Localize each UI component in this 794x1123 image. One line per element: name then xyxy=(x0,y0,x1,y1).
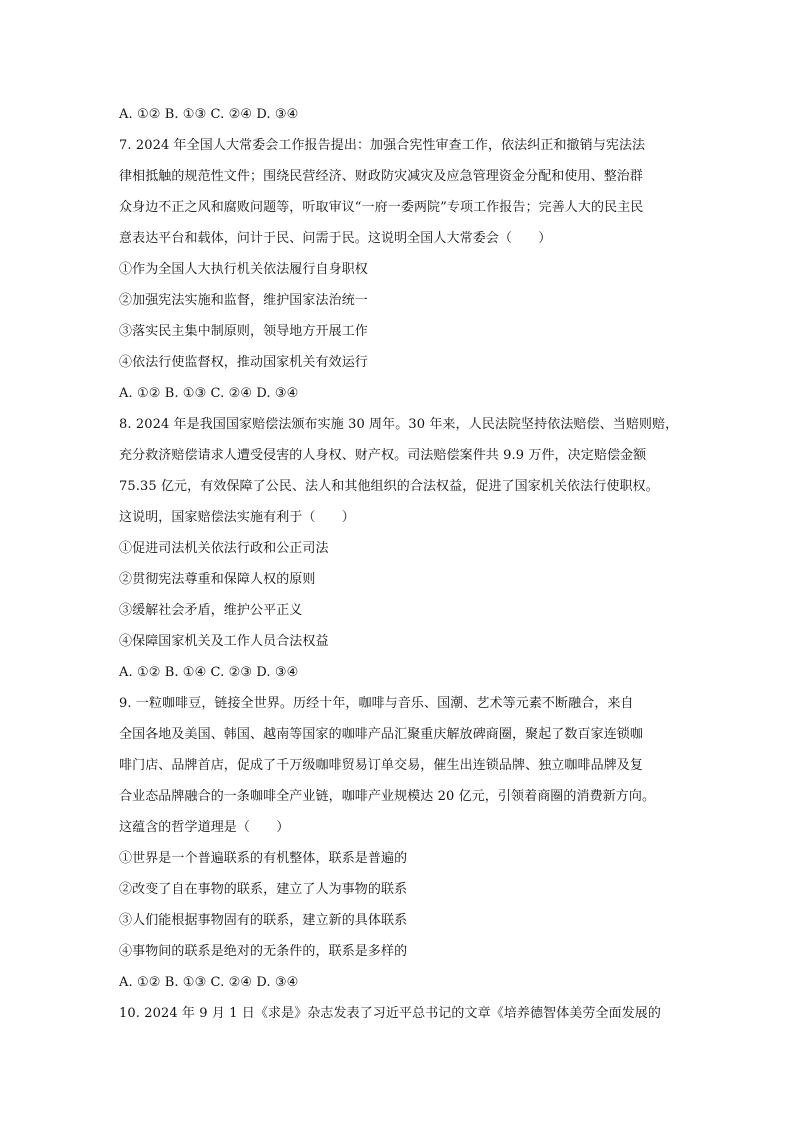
question-8-stem-line-3: 75.35 亿元，有效保障了公民、法人和其他组织的合法权益，促进了国家机关依法行使职权。 xyxy=(119,479,659,494)
question-7-stem-line-1: 7. 2024 年全国人大常委会工作报告提出：加强合宪性审查工作，依法纠正和撤销与宪法法 xyxy=(119,138,646,153)
question-9 xyxy=(119,688,689,998)
question-9-option-2: ②改变了自在事物的联系，建立了人为事物的联系 xyxy=(119,882,408,897)
question-9-option-1: ①世界是一个普遍联系的有机整体，联系是普遍的 xyxy=(119,851,408,866)
question-10-stem-line-1: 10. 2024 年 9 月 1 日《求是》杂志发表了习近平总书记的文章《培养德智体美劳全面发展的 xyxy=(119,1006,661,1021)
answer-choices-q8: A. ①② B. ①④ C. ②③ D. ③④ xyxy=(119,665,299,680)
question-8-stem-line-1: 8. 2024 年是我国国家赔偿法颁布实施 30 周年。30 年来，人民法院坚持依法赔偿、当赔则赔， xyxy=(119,417,679,432)
question-8-option-3: ③缓解社会矛盾，维护公平正义 xyxy=(119,603,303,618)
question-7-option-4: ④依法行使监督权，推动国家机关有效运行 xyxy=(119,355,368,370)
question-9-stem-line-1: 9. 一粒咖啡豆，链接全世界。历经十年，咖啡与音乐、国潮、艺术等元素不断融合，来自 xyxy=(119,696,634,711)
question-8 xyxy=(119,409,689,688)
question-10 xyxy=(119,998,689,1029)
document-page xyxy=(119,99,689,1029)
question-7-option-2: ②加强宪法实施和监督，维护国家法治统一 xyxy=(119,293,368,308)
question-8-option-4: ④保障国家机关及工作人员合法权益 xyxy=(119,634,329,649)
question-8-stem-line-4: 这说明，国家赔偿法实施有利于（ ） xyxy=(119,510,355,525)
answer-choices-q6: A. ①② B. ①③ C. ②④ D. ③④ xyxy=(119,107,299,122)
question-7-stem-line-3: 众身边不正之风和腐败问题等，听取审议“一府一委两院”专项工作报告；完善人大的民主民 xyxy=(119,200,644,215)
question-8-option-2: ②贯彻宪法尊重和保障人权的原则 xyxy=(119,572,316,587)
question-7-stem-line-4: 意表达平台和载体，问计于民、问需于民。这说明全国人大常委会（ ） xyxy=(119,231,552,246)
question-7-stem-line-2: 律相抵触的规范性文件；围绕民营经济、财政防灾减灾及应急管理资金分配和使用、整治群 xyxy=(119,169,644,184)
answer-choices-q7: A. ①② B. ①③ C. ②④ D. ③④ xyxy=(119,386,299,401)
answer-choices-q9: A. ①② B. ①③ C. ②④ D. ③④ xyxy=(119,975,299,990)
question-7-option-3: ③落实民主集中制原则，领导地方开展工作 xyxy=(119,324,368,339)
question-9-option-4: ④事物间的联系是绝对的无条件的，联系是多样的 xyxy=(119,944,408,959)
question-8-stem-line-2: 充分救济赔偿请求人遭受侵害的人身权、财产权。司法赔偿案件共 9.9 万件，决定赔偿金额 xyxy=(119,448,647,463)
question-8-option-1: ①促进司法机关依法行政和公正司法 xyxy=(119,541,329,556)
question-9-stem-line-3: 啡门店、品牌首店，促成了千万级咖啡贸易订单交易，催生出连锁品牌、独立咖啡品牌及复 xyxy=(119,758,644,773)
question-9-option-3: ③人们能根据事物固有的联系，建立新的具体联系 xyxy=(119,913,408,928)
question-7-option-1: ①作为全国人大执行机关依法履行自身职权 xyxy=(119,262,368,277)
question-7 xyxy=(119,130,689,409)
question-9-stem-line-4: 合业态品牌融合的一条咖啡全产业链，咖啡产业规模达 20 亿元，引领着商圈的消费新方向。 xyxy=(119,789,656,804)
question-9-stem-line-2: 全国各地及美国、韩国、越南等国家的咖啡产品汇聚重庆解放碑商圈，聚起了数百家连锁咖 xyxy=(119,727,644,742)
question-9-stem-line-5: 这蕴含的哲学道理是（ ） xyxy=(119,820,290,835)
